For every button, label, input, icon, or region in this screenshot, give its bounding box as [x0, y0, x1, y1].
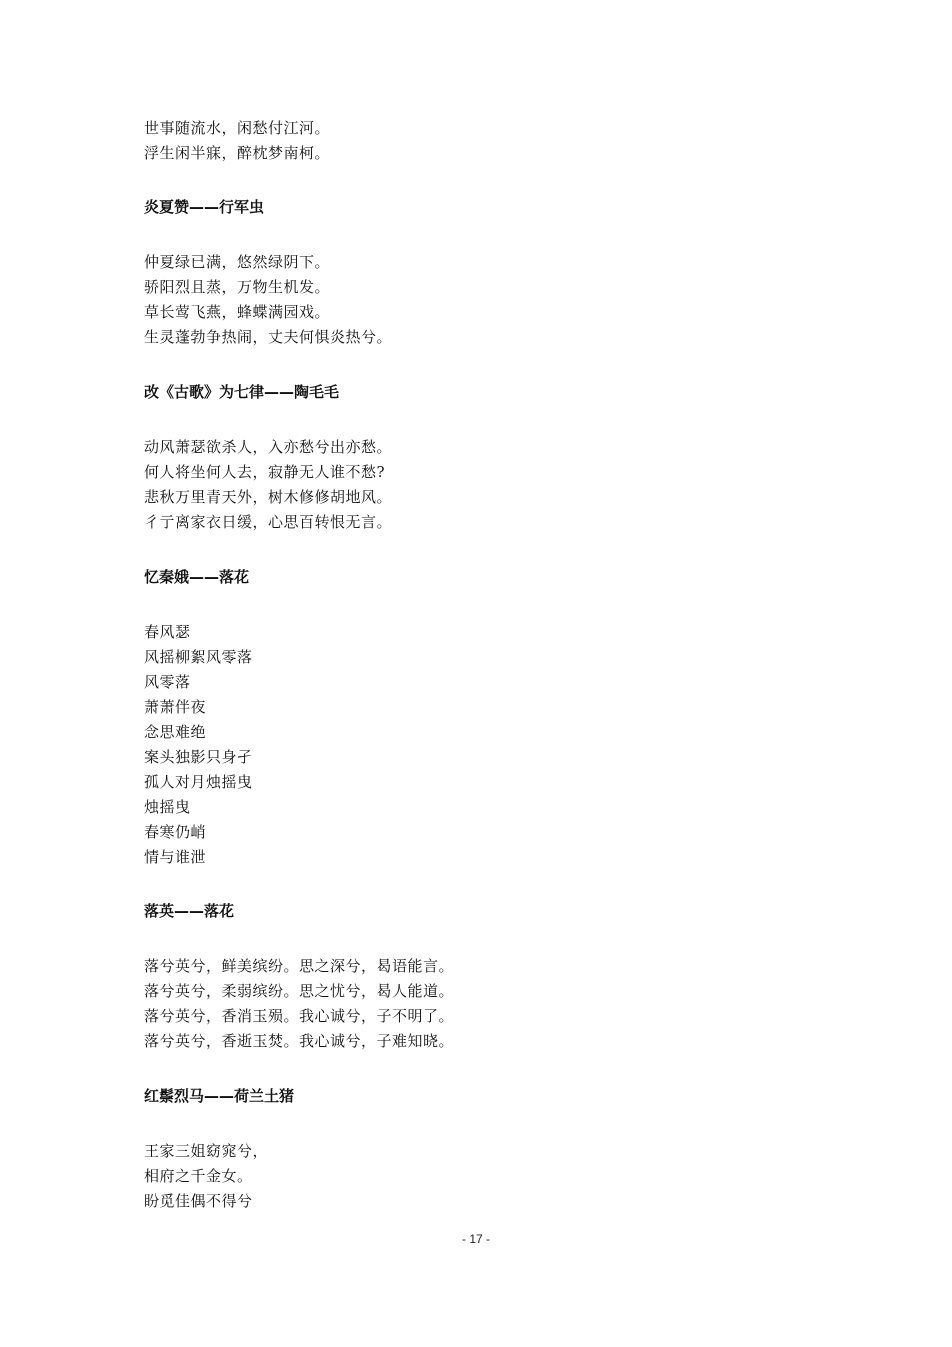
- poem-line: 草长莺飞燕，蜂蝶满园戏。: [144, 303, 331, 321]
- poem-line: 念思难绝: [144, 723, 207, 741]
- poem-line: 烛摇曳: [144, 798, 191, 816]
- poem-line: 孤人对月烛摇曳: [144, 773, 253, 791]
- poem-line: 生灵蓬勃争热闹，丈夫何惧炎热兮。: [144, 328, 393, 346]
- poem-line: 萧萧伴夜: [144, 698, 207, 716]
- poem-luoying: [144, 899, 844, 1054]
- poem-line: 情与谁泄: [144, 848, 207, 866]
- poem-line: 春风瑟: [144, 623, 191, 641]
- poem-line: 骄阳烈且蒸，万物生机发。: [144, 278, 331, 296]
- poem-line: 春寒仍峭: [144, 823, 207, 841]
- poem-line: 何人将坐何人去，寂静无人谁不愁?: [144, 463, 386, 481]
- poem-line: 世事随流水，闲愁付江河。: [144, 119, 331, 137]
- poem-title: 改《古歌》为七律——陶毛毛: [144, 383, 340, 401]
- poem-title: 落英——落花: [144, 902, 235, 920]
- poem-line: 相府之千金女。: [144, 1167, 253, 1185]
- poem-yiqine: [144, 565, 844, 870]
- page-number: - 17 -: [461, 1232, 490, 1246]
- poem-gaigu: [144, 380, 844, 535]
- poem-hongzonglima: [144, 1084, 844, 1214]
- poem-title: 炎夏赞——行军虫: [144, 198, 265, 216]
- poem-line: 落兮英兮，香逝玉焚。我心诚兮，子难知晓。: [144, 1032, 455, 1050]
- poem-line: 王家三姐窈窕兮，: [144, 1142, 269, 1160]
- poem-line: 仲夏绿已满，悠然绿阴下。: [144, 253, 331, 271]
- poem-line: 案头独影只身孑: [144, 748, 253, 766]
- poem-line: 落兮英兮，柔弱缤纷。思之忧兮，曷人能道。: [144, 982, 455, 1000]
- poem-line: 盼觅佳偶不得兮: [144, 1192, 253, 1210]
- poem-line: 风零落: [144, 673, 191, 691]
- poem-line: 浮生闲半寐，醉枕梦南柯。: [144, 144, 331, 162]
- poem-line: 落兮英兮，香消玉殒。我心诚兮，子不明了。: [144, 1007, 455, 1025]
- poem-title: 忆秦娥——落花: [144, 568, 250, 586]
- poem-line: 彳亍离家衣日缓，心思百转恨无言。: [144, 513, 393, 531]
- poem-line: 悲秋万里青天外，树木修修胡地风。: [144, 488, 393, 506]
- poem-fragment: [144, 116, 844, 166]
- poem-title: 红鬃烈马——荷兰土猪: [144, 1087, 295, 1105]
- poem-yanxiazan: [144, 195, 844, 350]
- poem-line: 落兮英兮，鲜美缤纷。思之深兮，曷语能言。: [144, 957, 455, 975]
- poem-line: 动风萧瑟欲杀人，入亦愁兮出亦愁。: [144, 438, 393, 456]
- poem-line: 风摇柳絮风零落: [144, 648, 253, 666]
